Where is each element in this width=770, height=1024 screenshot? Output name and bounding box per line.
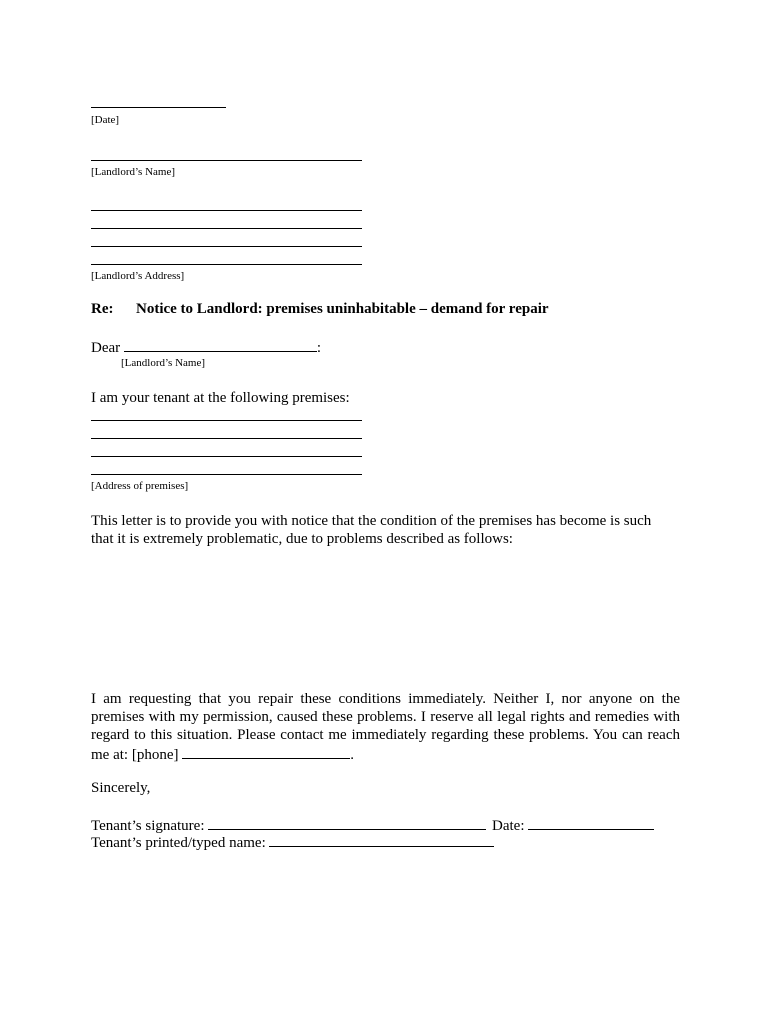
date-label: [Date] [91, 114, 120, 126]
printed-name-field[interactable] [269, 832, 494, 847]
notice-paragraph: This letter is to provide you with notice that the condition of the premises has become is such that it is extremely problematic, due to problems described as follows: [91, 513, 652, 547]
printed-name-label: Tenant’s printed/typed name: [91, 835, 266, 851]
landlord-address-line-2[interactable] [91, 228, 362, 229]
dear-text: Dear [91, 340, 121, 356]
re-label: Re: [91, 301, 114, 317]
subject-line: Notice to Landlord: premises uninhabitable – demand for repair [136, 301, 549, 317]
request-paragraph-text: I am requesting that you repair these conditions immediately. Neither I, nor anyone on the premises with my permission, caused these problems. I reserve all legal rights and remedies with regard to this situation. Please contact me immediately regarding these problems. You can reach me at: [phone] [91, 691, 680, 763]
salutation-name-field[interactable] [124, 337, 317, 352]
landlord-address-line-3[interactable] [91, 246, 362, 247]
premises-address-label: [Address of premises] [91, 480, 189, 492]
printed-name-row [91, 832, 494, 852]
salutation [91, 337, 321, 357]
closing: Sincerely, [91, 780, 151, 796]
salutation-colon: : [316, 340, 322, 356]
landlord-address-line-4[interactable] [91, 264, 362, 265]
signature-field[interactable] [208, 815, 486, 830]
date-label-signature: Date: [492, 818, 525, 834]
premises-address-line-1[interactable] [91, 420, 362, 421]
landlord-address-line-1[interactable] [91, 210, 362, 211]
premises-address-line-3[interactable] [91, 456, 362, 457]
premises-address-line-2[interactable] [91, 438, 362, 439]
request-paragraph [91, 690, 680, 764]
premises-address-line-4[interactable] [91, 474, 362, 475]
signature-label: Tenant’s signature: [91, 818, 205, 834]
problems-description-area[interactable] [91, 560, 681, 680]
phone-field[interactable] [182, 744, 350, 759]
landlord-name-label: [Landlord’s Name] [91, 166, 175, 178]
request-paragraph-end: . [350, 747, 354, 763]
premises-intro: I am your tenant at the following premises: [91, 390, 350, 406]
landlord-name-field-line[interactable] [91, 160, 362, 161]
landlord-address-label: [Landlord’s Address] [91, 270, 185, 282]
salutation-name-hint: [Landlord’s Name] [121, 357, 205, 369]
signature-date-field[interactable] [528, 815, 654, 830]
date-field-line[interactable] [91, 107, 226, 108]
